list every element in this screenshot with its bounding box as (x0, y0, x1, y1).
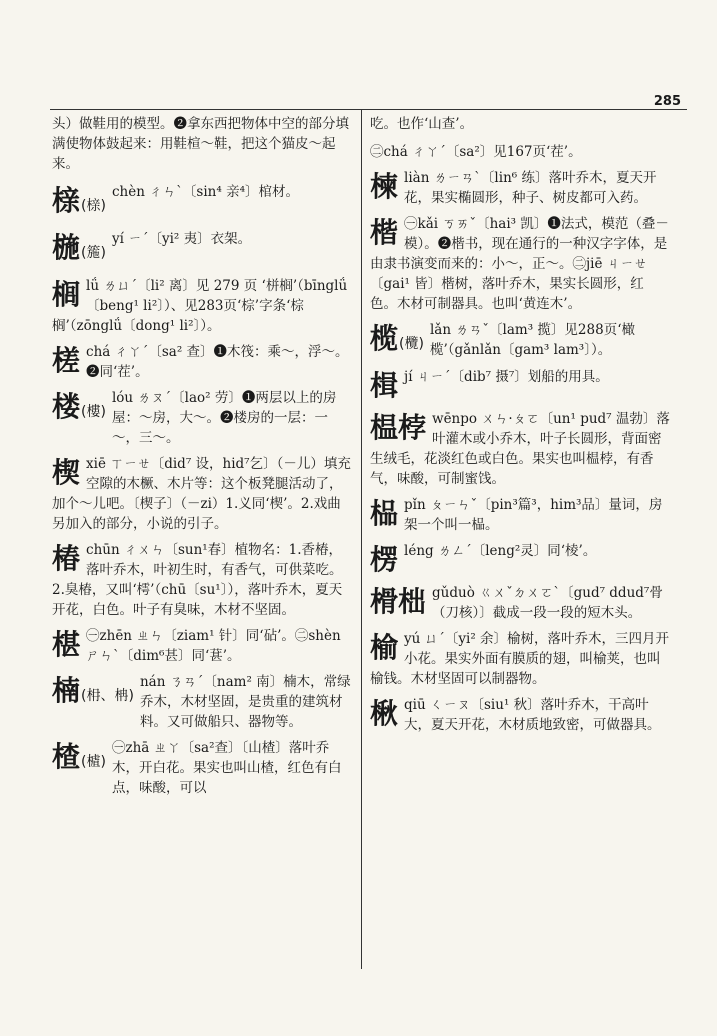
headword-char: 榀 (370, 497, 399, 530)
headword-char: 榾柮 (370, 585, 427, 618)
headword-char: 榄 (370, 322, 399, 355)
entry-definition: pǐn ㄆㄧㄣˇ〔pin³篇³，him³品〕量词，房架一个叫一榀。 (404, 497, 663, 533)
entry-definition: yú ㄩˊ〔yi² 余〕榆树，落叶乔木，三四月开小花。果实外面有膜质的翅，叫榆荚，也叫榆钱。木材坚固可以制器物。 (370, 631, 670, 687)
dictionary-entry (52, 672, 352, 732)
top-rule (50, 109, 687, 110)
entry-definition: xiē ㄒㄧㄝ〔did⁷ 设，hid⁷乞〕（－儿）填充空隙的木橛、木片等：这个板凳腿活动了，加个～儿吧。〔楔子〕（－zi）1.义同‘楔’。2.戏曲另加入的部分，小说的引子。 (52, 456, 351, 532)
headword-char: 榆 (370, 631, 399, 664)
entry-definition: chá ㄔㄚˊ〔sa² 查〕❶木筏：乘～，浮～。❷同‘茬’。 (86, 344, 349, 380)
dictionary-entry (52, 454, 352, 534)
headword (370, 585, 426, 619)
headword (52, 278, 80, 312)
headword-char: 椸 (52, 231, 81, 264)
dictionary-entry (52, 276, 352, 336)
entry-list (370, 142, 670, 735)
continuation-text: 头）做鞋用的模型。❷拿东西把物体中空的部分填满使物体鼓起来：用鞋楦～鞋，把这个猫皮～起来。 (52, 116, 349, 172)
dictionary-entry (370, 142, 670, 162)
dictionary-entry (370, 541, 670, 577)
entry-definition: liàn ㄌㄧㄢˋ〔lin⁶ 练〕落叶乔木，夏天开花，果实椭圆形，种子、树皮都可入药。 (404, 170, 657, 206)
headword-char: 椿 (52, 542, 81, 575)
entry-list (52, 182, 352, 798)
headword-char: 榅桲 (370, 411, 427, 444)
entry-definition: lǘ ㄌㄩˊ〔li² 离〕见 279 页 ‘栟榈’（bīnglǘ〔beng¹ li²〕）、见283页‘棕’字条‘棕榈’（zōnglǘ〔dong¹ li²〕）。 (52, 278, 348, 334)
entry-definition: nán ㄋㄢˊ〔nam² 南〕楠木，常绿乔木，木材坚固，是贵重的建筑材料。又可做船只、器物等。 (139, 674, 351, 730)
headword (370, 369, 398, 403)
entry-definition: wēnpo ㄨㄣ·ㄆㄛ〔un¹ pud⁷ 温勃〕落叶灌木或小乔木，叶子长圆形，背面密生绒毛，花淡红色或白色。果实也叫榅桲，有香气，味酸，可制蜜饯。 (370, 411, 670, 487)
entry-definition: chūn ㄔㄨㄣ〔sun¹春〕植物名：1.香椿，落叶乔木，叶初生时，有香气，可供菜吃。2.臭椿，又叫‘樗’（chū〔su¹〕），落叶乔木，夏天开花，白色。叶子有臭味，木材不坚固。 (52, 542, 343, 618)
entry-definition: léng ㄌㄥˊ〔leng²灵〕同‘棱’。 (404, 543, 597, 559)
dictionary-entry (370, 629, 670, 689)
dictionary-entry (370, 409, 670, 489)
headword-char: 楸 (370, 697, 399, 730)
headword (370, 216, 398, 250)
entry-definition: ㊀zhā ㄓㄚ〔sa²查〕〔山楂〕落叶乔木，开白花。果实也叫山楂，红色有白点，味酸，可以 (111, 740, 342, 796)
dictionary-entry (52, 626, 352, 666)
dictionary-entry (370, 320, 670, 361)
headword (52, 542, 80, 576)
right-column (370, 114, 670, 741)
page-number: 285 (653, 94, 681, 109)
dictionary-entry (52, 540, 352, 620)
left-column (52, 114, 352, 804)
headword-char: 楞 (370, 543, 399, 576)
dictionary-entry (52, 229, 352, 270)
continuation-text: 吃。也作‘山查’。 (370, 116, 474, 132)
headword (370, 697, 398, 731)
entry-definition: lǎn ㄌㄢˇ〔lam³ 揽〕见288页‘橄榄’（gǎnlǎn〔gam³ lam³〕）。 (429, 322, 635, 358)
entry-definition: chèn ㄔㄣˋ〔sin⁴ 亲⁴〕棺材。 (111, 184, 299, 200)
entry-definition: ㊀kǎi ㄎㄞˇ〔hai³ 凯〕❶法式，模范（叠－模）。❷楷书，现在通行的一种汉字字体，是由隶书演变而来的：小～，正～。㊁jiē ㄐㄧㄝ〔gai¹ 皆〕楷树，落叶乔木，果实长圆形，红色。木材可制器具。也叫‘黄连木’。 (370, 216, 669, 312)
headword-char: 楼 (52, 390, 81, 423)
headword-char: 槎 (52, 344, 81, 377)
column-divider (361, 109, 362, 969)
variant-form: (枏、柟) (81, 688, 134, 704)
variant-form: (榇) (81, 198, 106, 214)
headword (370, 411, 426, 445)
headword-char: 椹 (52, 628, 81, 661)
variant-form: (箷) (81, 245, 106, 261)
dictionary-entry (370, 583, 670, 623)
dictionary-entry (370, 367, 670, 403)
headword-char: 榇 (52, 184, 81, 217)
dictionary-entry (370, 168, 670, 208)
headword (52, 456, 80, 490)
headword (370, 170, 398, 204)
headword (52, 390, 106, 429)
variant-form: (樓) (81, 404, 106, 420)
headword-char: 楂 (52, 740, 81, 773)
headword-char: 榈 (52, 278, 81, 311)
headword-char: 楔 (52, 456, 81, 489)
dictionary-entry (52, 182, 352, 223)
headword (370, 543, 398, 577)
headword (52, 674, 134, 713)
dictionary-entry (52, 388, 352, 448)
headword-char: 楝 (370, 170, 399, 203)
headword (52, 184, 106, 223)
entry-definition: lóu ㄌㄡˊ〔lao² 劳〕❶两层以上的房屋：～房，大～。❷楼房的一层：一～，三～。 (111, 390, 337, 446)
dictionary-entry (52, 342, 352, 382)
dictionary-entry (52, 738, 352, 798)
headword (52, 628, 80, 662)
headword (370, 631, 398, 665)
headword (52, 231, 106, 270)
variant-form: (樝) (81, 754, 106, 770)
entry-definition: jí ㄐㄧˊ〔dib⁷ 摄⁷〕划船的用具。 (404, 369, 609, 385)
headword (370, 322, 424, 361)
dictionary-entry (370, 695, 670, 735)
entry-definition: gǔduò ㄍㄨˇㄉㄨㄛˋ〔gud⁷ ddud⁷骨（刀核）〕截成一段一段的短木头。 (432, 585, 663, 621)
headword-char: 楷 (370, 216, 399, 249)
headword-char: 楫 (370, 369, 399, 402)
dictionary-entry (370, 495, 670, 535)
headword-char: 楠 (52, 674, 81, 707)
headword (52, 740, 106, 779)
entry-definition: yí ㄧˊ〔yi² 夷〕衣架。 (111, 231, 252, 247)
dictionary-entry (370, 214, 670, 314)
headword (370, 497, 398, 531)
variant-form: (欖) (399, 336, 424, 352)
entry-definition: qiū ㄑㄧㄡ〔siu¹ 秋〕落叶乔木，干高叶大，夏天开花，木材质地致密，可做器具。 (404, 697, 661, 733)
headword (52, 344, 80, 378)
entry-definition: ㊀zhēn ㄓㄣ〔ziam¹ 针〕同‘砧’。㊁shèn ㄕㄣˋ〔dim⁶甚〕同‘葚’。 (86, 628, 341, 664)
entry-definition: ㊁chá ㄔㄚˊ〔sa²〕见167页‘茬’。 (370, 144, 582, 160)
